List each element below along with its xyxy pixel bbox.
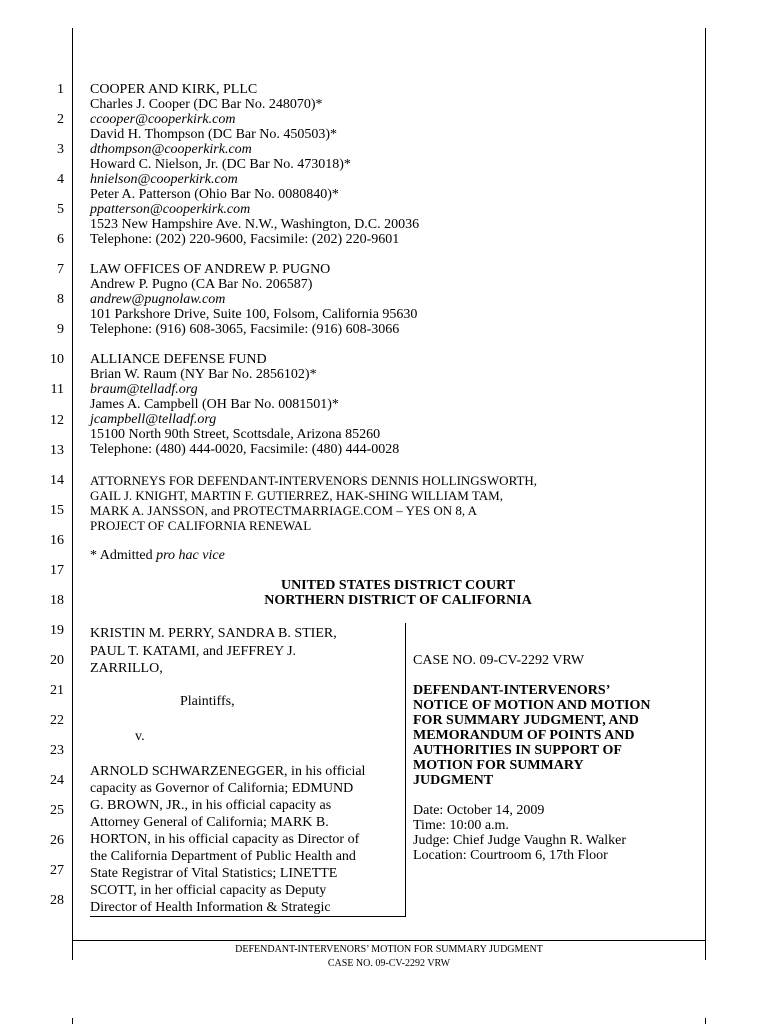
attorney-name: Brian W. Raum (NY Bar No. 2856102)* <box>90 367 317 382</box>
right-margin-rule <box>705 28 706 960</box>
defendant-text: SCOTT, in her official capacity as Deputy <box>90 883 327 898</box>
defendant-text: State Registrar of Vital Statistics; LINETTE <box>90 866 338 881</box>
next-page-left-mark <box>72 1018 73 1024</box>
plaintiffs-label: Plaintiffs, <box>180 694 235 709</box>
left-margin-rule <box>72 28 73 960</box>
document-title: MOTION FOR SUMMARY <box>413 758 584 773</box>
pro-hac-vice-note <box>90 548 225 563</box>
plaintiff-names: ZARRILLO, <box>90 661 163 676</box>
court-district: NORTHERN DISTRICT OF CALIFORNIA <box>264 593 532 608</box>
attorney-name: Charles J. Cooper (DC Bar No. 248070)* <box>90 97 323 112</box>
firm-name: COOPER AND KIRK, PLLC <box>90 82 258 97</box>
line-number: 16 <box>50 533 64 548</box>
footer-case-number: CASE NO. 09-CV-2292 VRW <box>327 958 451 969</box>
firm-address: 15100 North 90th Street, Scottsdale, Arizona 85260 <box>90 427 381 442</box>
line-number: 15 <box>50 503 64 518</box>
attorney-name: David H. Thompson (DC Bar No. 450503)* <box>90 127 338 142</box>
firm-name: LAW OFFICES OF ANDREW P. PUGNO <box>90 262 331 277</box>
footer-title: DEFENDANT-INTERVENORS’ MOTION FOR SUMMARY JUDGMENT <box>235 944 543 955</box>
attorneys-for-line: MARK A. JANSSON, and PROTECTMARRIAGE.COM – YES ON 8, A <box>90 503 478 518</box>
document-title: DEFENDANT-INTERVENORS’ <box>413 683 611 698</box>
line-number: 18 <box>50 593 64 608</box>
firm-telephone: Telephone: (916) 608-3065, Facsimile: (916) 608-3066 <box>90 322 400 337</box>
attorney-name: James A. Campbell (OH Bar No. 0081501)* <box>90 397 339 412</box>
attorney-name: Peter A. Patterson (Ohio Bar No. 0080840)* <box>90 187 339 202</box>
attorney-email[interactable]: ppatterson@cooperkirk.com <box>90 202 251 217</box>
attorney-email[interactable]: hnielson@cooperkirk.com <box>90 172 238 187</box>
attorney-email[interactable]: ccooper@cooperkirk.com <box>90 112 236 127</box>
attorneys-for-line: PROJECT OF CALIFORNIA RENEWAL <box>90 518 312 533</box>
versus-label: v. <box>135 729 145 744</box>
defendant-text: HORTON, in his official capacity as Director of <box>90 832 360 847</box>
firm-telephone: Telephone: (202) 220-9600, Facsimile: (202) 220-9601 <box>90 232 400 247</box>
attorney-email[interactable]: andrew@pugnolaw.com <box>90 292 226 307</box>
defendant-text: Attorney General of California; MARK B. <box>90 815 329 830</box>
defendant-text: capacity as Governor of California; EDMUND <box>90 781 354 796</box>
attorney-name: Andrew P. Pugno (CA Bar No. 206587) <box>90 277 313 292</box>
line-number: 21 <box>50 683 64 698</box>
line-number: 24 <box>50 773 64 788</box>
line-number: 8 <box>57 292 64 307</box>
defendant-text: Director of Health Information & Strategic <box>90 900 331 915</box>
case-number: CASE NO. 09-CV-2292 VRW <box>413 653 585 668</box>
line-number: 26 <box>50 833 64 848</box>
line-number: 14 <box>50 473 64 488</box>
hearing-judge: Judge: Chief Judge Vaughn R. Walker <box>413 833 626 848</box>
next-page-right-mark <box>705 1018 706 1024</box>
plaintiff-names: PAUL T. KATAMI, and JEFFREY J. <box>90 644 297 659</box>
pro-hac-vice-prefix: * Admitted <box>90 548 157 563</box>
hearing-date: Date: October 14, 2009 <box>413 803 545 818</box>
line-number: 1 <box>57 82 64 97</box>
hearing-location: Location: Courtroom 6, 17th Floor <box>413 848 608 863</box>
attorney-email[interactable]: dthompson@cooperkirk.com <box>90 142 252 157</box>
line-number: 9 <box>57 322 64 337</box>
caption-bottom-rule <box>90 916 406 917</box>
firm-telephone: Telephone: (480) 444-0020, Facsimile: (480) 444-0028 <box>90 442 400 457</box>
line-number: 6 <box>57 232 64 247</box>
line-number: 11 <box>50 382 64 397</box>
line-number: 17 <box>50 563 64 578</box>
attorneys-for-line: ATTORNEYS FOR DEFENDANT-INTERVENORS DENNIS HOLLINGSWORTH, <box>90 473 538 488</box>
document-title: NOTICE OF MOTION AND MOTION <box>413 698 651 713</box>
pro-hac-vice-italic: pro hac vice <box>156 548 225 563</box>
line-number: 28 <box>50 893 64 908</box>
line-number: 2 <box>57 112 64 127</box>
attorney-email[interactable]: braum@telladf.org <box>90 382 198 397</box>
caption-divider-rule <box>405 623 406 916</box>
line-number: 10 <box>50 352 64 367</box>
line-number: 7 <box>57 262 64 277</box>
attorney-email[interactable]: jcampbell@telladf.org <box>90 412 217 427</box>
firm-address: 101 Parkshore Drive, Suite 100, Folsom, California 95630 <box>90 307 418 322</box>
line-number: 22 <box>50 713 64 728</box>
court-name: UNITED STATES DISTRICT COURT <box>280 578 516 593</box>
document-title: MEMORANDUM OF POINTS AND <box>413 728 635 743</box>
line-number: 25 <box>50 803 64 818</box>
footer-rule <box>72 940 706 941</box>
line-number: 4 <box>57 172 64 187</box>
defendant-text: G. BROWN, JR., in his official capacity as <box>90 798 332 813</box>
line-number: 5 <box>57 202 64 217</box>
hearing-time: Time: 10:00 a.m. <box>413 818 509 833</box>
line-number: 19 <box>50 623 64 638</box>
attorneys-for-line: GAIL J. KNIGHT, MARTIN F. GUTIERREZ, HAK-SHING WILLIAM TAM, <box>90 488 503 503</box>
document-title: AUTHORITIES IN SUPPORT OF <box>413 743 622 758</box>
plaintiff-names: KRISTIN M. PERRY, SANDRA B. STIER, <box>90 626 337 641</box>
line-number: 20 <box>50 653 64 668</box>
line-number: 3 <box>57 142 64 157</box>
document-title: JUDGMENT <box>413 773 494 788</box>
defendant-text: the California Department of Public Health and <box>90 849 356 864</box>
firm-name: ALLIANCE DEFENSE FUND <box>90 352 267 367</box>
line-number: 12 <box>50 413 64 428</box>
line-number: 13 <box>50 443 64 458</box>
attorney-name: Howard C. Nielson, Jr. (DC Bar No. 473018)* <box>90 157 351 172</box>
document-title: FOR SUMMARY JUDGMENT, AND <box>413 713 639 728</box>
line-number: 23 <box>50 743 64 758</box>
defendant-text: ARNOLD SCHWARZENEGGER, in his official <box>90 764 366 779</box>
line-number: 27 <box>50 863 64 878</box>
firm-address: 1523 New Hampshire Ave. N.W., Washington, D.C. 20036 <box>90 217 420 232</box>
